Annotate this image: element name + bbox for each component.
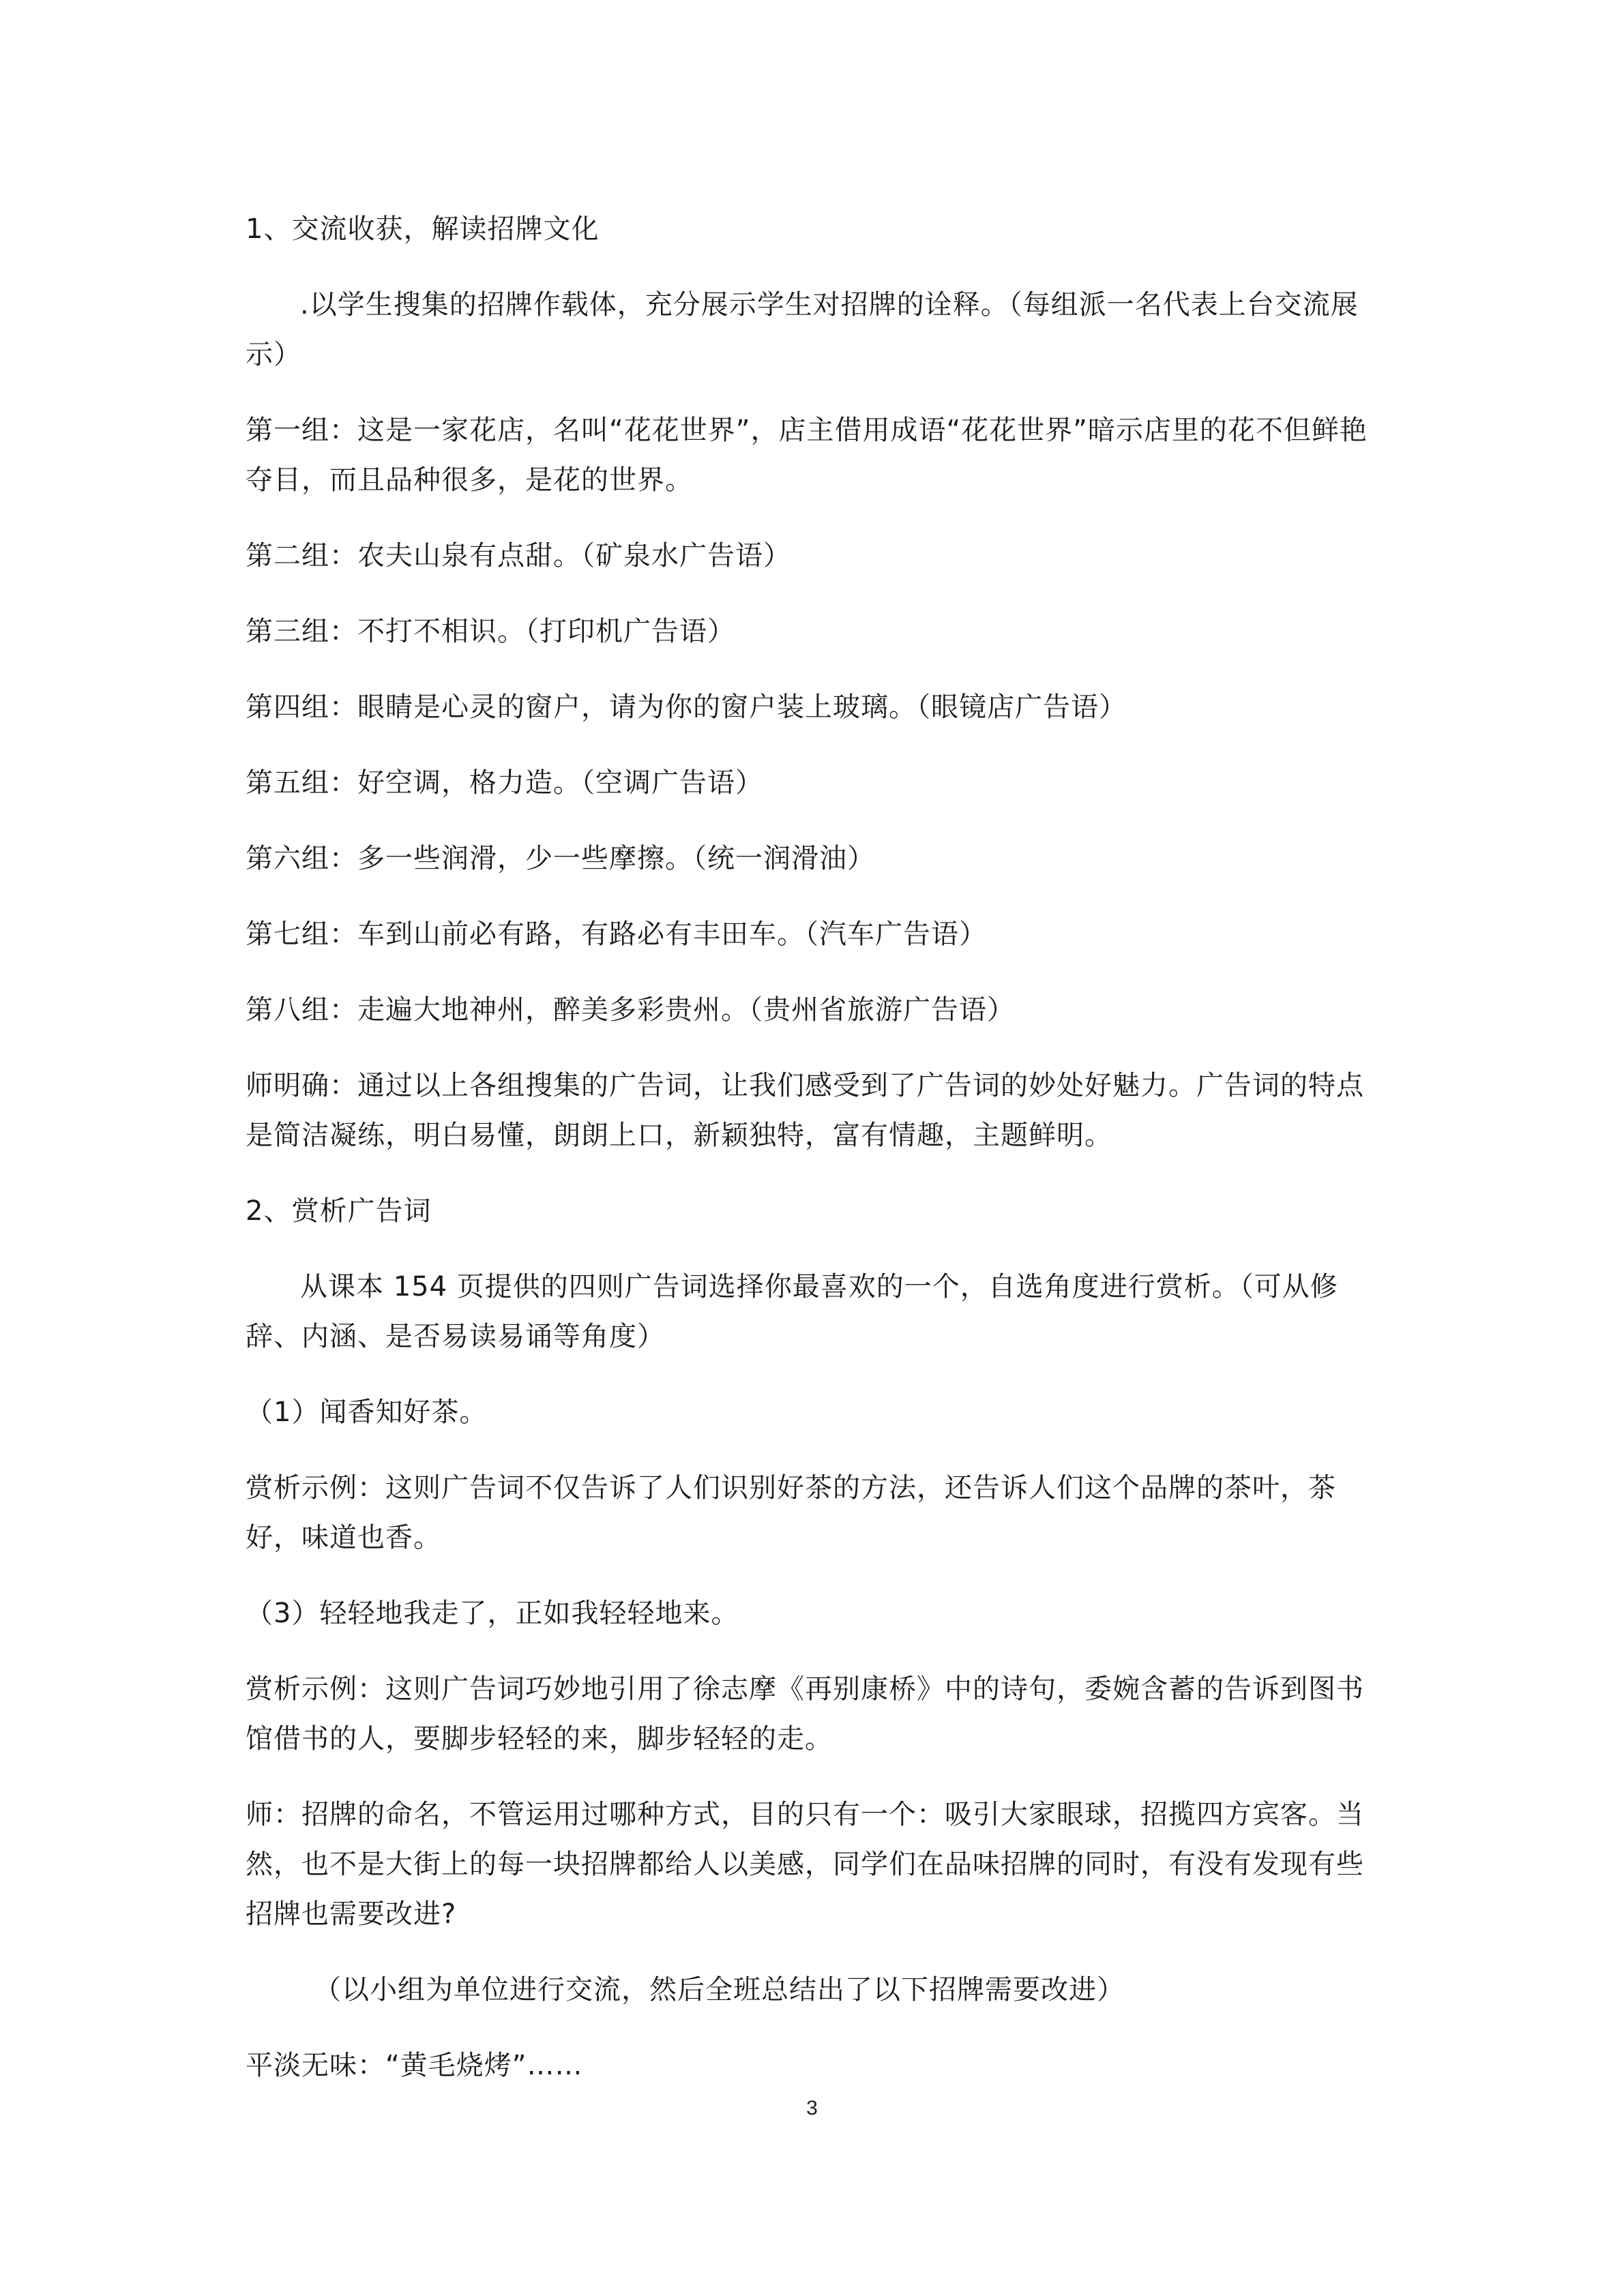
paragraph-example-1: （1）闻香知好茶。: [246, 1397, 488, 1428]
paragraph-group-3: 第三组：不打不相识。（打印机广告语）: [246, 616, 735, 647]
paragraph-intro: .以学生搜集的招牌作载体，充分展示学生对招牌的诠释。（每组派一名代表上台交流展示）: [246, 289, 1359, 370]
paragraph-group-5: 第五组：好空调，格力造。（空调广告语）: [246, 767, 763, 799]
document-body: [246, 205, 1378, 2117]
paragraph-group-4: 第四组：眼睛是心灵的窗户，请为你的窗户装上玻璃。（眼镜店广告语）: [246, 691, 1127, 723]
paragraph-analysis-3: 赏析示例：这则广告词巧妙地引用了徐志摩《再别康桥》中的诗句，委婉含蓄的告诉到图书馆借书的人，要脚步轻轻的来，脚步轻轻的走。: [246, 1673, 1364, 1755]
paragraph-group-2: 第二组：农夫山泉有点甜。（矿泉水广告语）: [246, 540, 791, 571]
paragraph-group-8: 第八组：走遍大地神州，醉美多彩贵州。（贵州省旅游广告语）: [246, 994, 1015, 1026]
paragraph-analysis-1: 赏析示例：这则广告词不仅告诉了人们识别好茶的方法，还告诉人们这个品牌的茶叶，茶好，味道也香。: [246, 1472, 1336, 1553]
section-heading-1: 1、交流收获，解读招牌文化: [246, 213, 600, 245]
paragraph-group-7: 第七组：车到山前必有路，有路必有丰田车。（汽车广告语）: [246, 919, 987, 950]
paragraph-example-3: （3）轻轻地我走了，正如我轻轻地来。: [246, 1598, 739, 1629]
paragraph-bland-example: 平淡无味：“黄毛烧烤”……: [246, 2050, 583, 2081]
paragraph-teacher-question: 师：招牌的命名，不管运用过哪种方式，目的只有一个：吸引大家眼球，招揽四方宾客。当然，也不是大街上的每一块招牌都给人以美感，同学们在品味招牌的同时，有没有发现有些招牌也需要改进?: [246, 1799, 1364, 1930]
paragraph-group-6: 第六组：多一些润滑，少一些摩擦。（统一润滑油）: [246, 843, 875, 874]
paragraph-teacher-summary: 师明确：通过以上各组搜集的广告词，让我们感受到了广告词的妙处好魅力。广告词的特点是简洁凝练，明白易懂，朗朗上口，新颖独特，富有情趣，主题鲜明。: [246, 1070, 1364, 1151]
section-heading-2: 2、赏析广告词: [246, 1195, 432, 1227]
paragraph-group-discussion: （以小组为单位进行交流，然后全班总结出了以下招牌需要改进）: [314, 1974, 1125, 2006]
paragraph-group-1: 第一组：这是一家花店，名叫“花花世界”，店主借用成语“花花世界”暗示店里的花不但鲜艳夺目，而且品种很多，是花的世界。: [246, 415, 1368, 496]
paragraph-task: 从课本 154 页提供的四则广告词选择你最喜欢的一个，自选角度进行赏析。（可从修辞、内涵、是否易读易诵等角度）: [246, 1271, 1338, 1352]
page-number: 3: [806, 2097, 818, 2119]
